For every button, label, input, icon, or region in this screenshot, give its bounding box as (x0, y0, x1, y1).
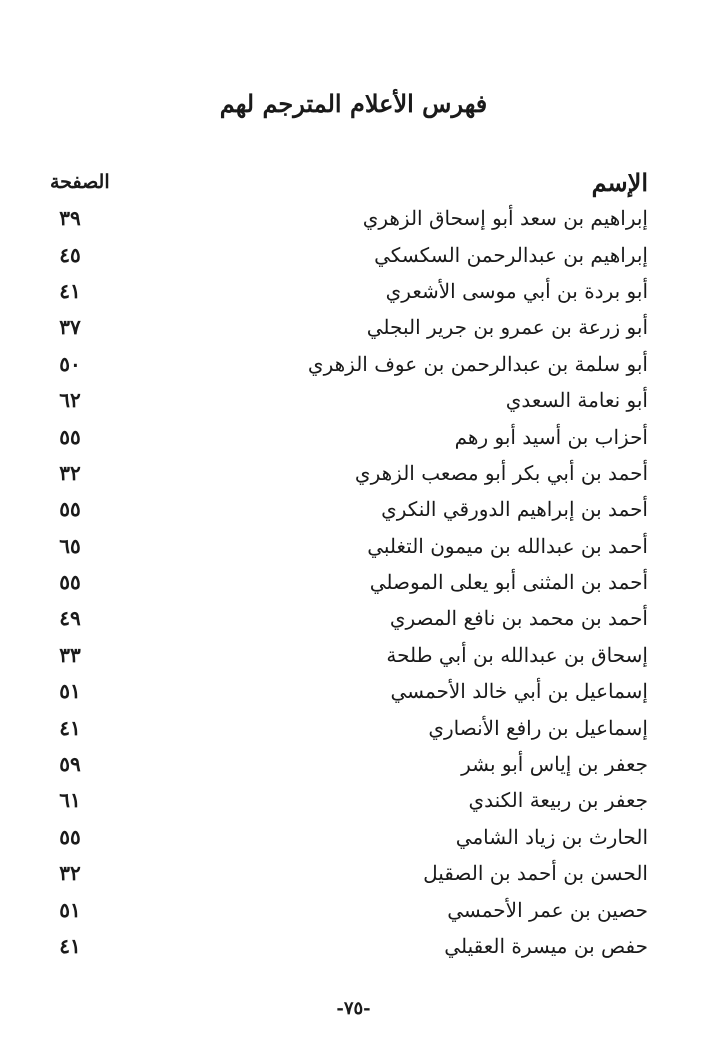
index-entry (50, 382, 648, 418)
index-entry (50, 418, 648, 454)
column-header-row (50, 166, 648, 198)
entry-name: جعفر بن ربيعة الكندي (468, 788, 648, 813)
entry-name: أحمد بن عبدالله بن ميمون التغلبي (367, 533, 648, 558)
index-entry (50, 673, 648, 709)
entry-page-number: ٥٩ (59, 752, 81, 777)
index-entry (50, 528, 648, 564)
entry-name: إسحاق بن عبدالله بن أبي طلحة (386, 642, 648, 667)
index-entry (50, 746, 648, 782)
entry-name: أحمد بن المثنى أبو يعلى الموصلي (369, 570, 648, 595)
entry-name: أبو بردة بن أبي موسى الأشعري (385, 278, 648, 303)
index-entry (50, 200, 648, 236)
entry-page-number: ٤١ (59, 934, 81, 958)
entry-name: إبراهيم بن عبدالرحمن السكسكي (374, 242, 648, 267)
entry-page-number: ٥١ (59, 897, 81, 922)
entry-name: الحارث بن زياد الشامي (455, 824, 648, 849)
index-entry (50, 637, 648, 673)
index-entry (50, 273, 648, 309)
entry-name: أحمد بن محمد بن نافع المصري (389, 606, 648, 631)
entry-name: أحزاب بن أسيد أبو رهم (454, 424, 648, 449)
entry-name: أحمد بن إبراهيم الدورقي النكري (381, 497, 648, 522)
index-entry (50, 709, 648, 745)
entry-page-number: ٤٩ (59, 606, 81, 631)
index-entry (50, 564, 648, 600)
entry-page-number: ٤١ (59, 278, 81, 303)
page-number: -٧٥- (336, 998, 371, 1019)
index-entry (50, 491, 648, 527)
entry-name: إسماعيل بن أبي خالد الأحمسي (390, 679, 648, 704)
name-column-header: الإسم (591, 167, 648, 197)
entry-name: أبو زرعة بن عمرو بن جرير البجلي (366, 315, 648, 340)
entry-name: أبو نعامة السعدي (505, 388, 648, 413)
entry-name: جعفر بن إياس أبو بشر (461, 752, 648, 777)
entry-page-number: ٣٢ (59, 460, 81, 485)
page-title: فهرس الأعلام المترجم لهم (219, 89, 488, 118)
index-entry (50, 455, 648, 491)
entry-page-number: ٣٧ (59, 315, 81, 340)
entry-page-number: ٥٥ (59, 570, 81, 595)
entry-name: إسماعيل بن رافع الأنصاري (428, 715, 648, 740)
index-entry (50, 346, 648, 382)
entry-name: حفص بن ميسرة العقيلي (444, 934, 648, 958)
entry-page-number: ٣٢ (59, 861, 81, 886)
entry-page-number: ٦١ (59, 788, 81, 813)
entry-page-number: ٥٥ (59, 824, 81, 849)
index-entry (50, 891, 648, 927)
index-entry (50, 309, 648, 345)
index-entry (50, 782, 648, 818)
index-entry (50, 236, 648, 272)
entry-page-number: ٥٥ (59, 497, 81, 522)
index-entry (50, 600, 648, 636)
index-entry (50, 928, 648, 964)
entry-name: أبو سلمة بن عبدالرحمن بن عوف الزهري (307, 351, 648, 376)
entry-page-number: ٤١ (59, 715, 81, 740)
entry-page-number: ٥٠ (59, 351, 81, 376)
entry-page-number: ٥١ (59, 679, 81, 704)
index-list (50, 200, 648, 964)
entry-name: أحمد بن أبي بكر أبو مصعب الزهري (354, 460, 648, 485)
entry-page-number: ٣٩ (59, 206, 81, 231)
entry-name: حصين بن عمر الأحمسي (447, 897, 648, 922)
entry-page-number: ٣٣ (59, 642, 81, 667)
page-column-header: الصفحة (50, 171, 110, 193)
index-entry (50, 855, 648, 891)
entry-name: إبراهيم بن سعد أبو إسحاق الزهري (362, 206, 648, 231)
entry-name: الحسن بن أحمد بن الصقيل (423, 861, 648, 886)
entry-page-number: ٦٢ (59, 388, 81, 413)
entry-page-number: ٤٥ (59, 242, 81, 267)
entry-page-number: ٦٥ (59, 533, 81, 558)
index-entry (50, 819, 648, 855)
entry-page-number: ٥٥ (59, 424, 81, 449)
